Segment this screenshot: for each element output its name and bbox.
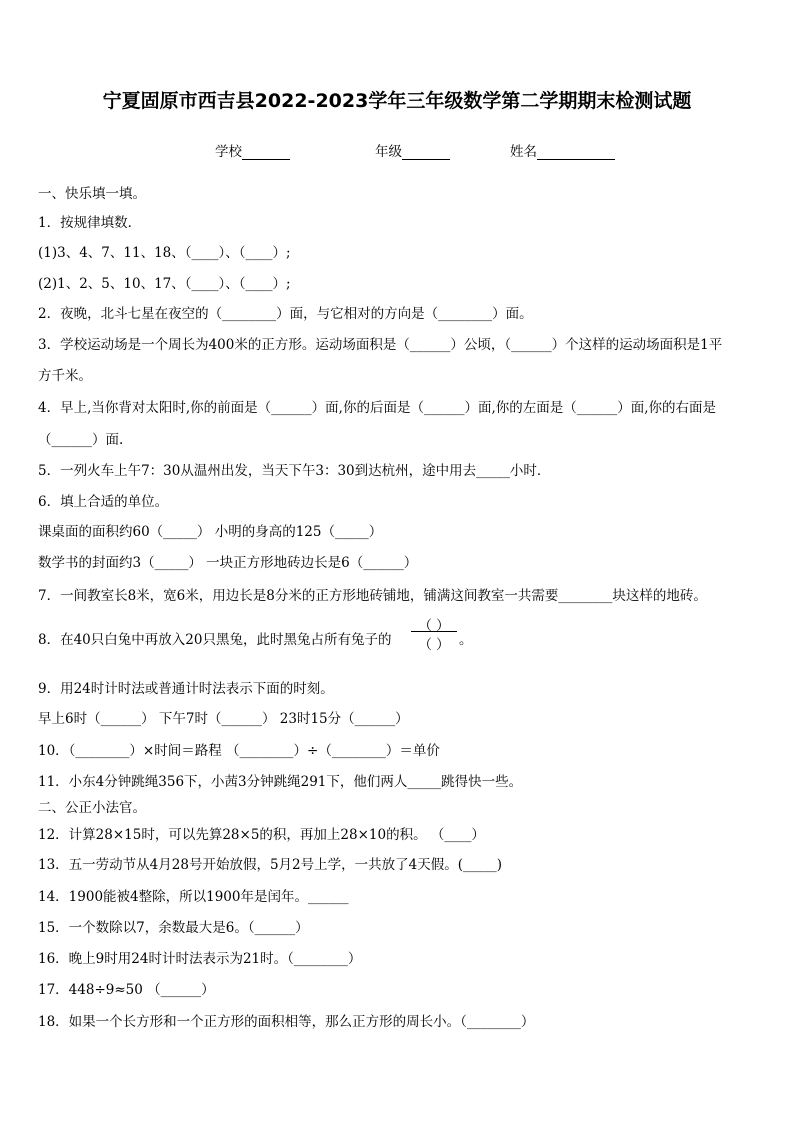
question-line: 13．五一劳动节从4月28号开始放假，5月2号上学，一共放了4天假。(_____) — [38, 857, 502, 873]
question-line: 10．（________）×时间＝路程 （________）÷（________）＝单价 — [38, 743, 440, 759]
question-line: 4．早上,当你背对太阳时,你的前面是（______）面,你的后面是（______）面,你的左面是（______）面,你的右面是 — [38, 400, 717, 416]
section-heading: 二、公正小法官。 — [38, 800, 146, 816]
question-line: 12．计算28×15时，可以先算28×5的积，再加上28×10的积。 （____） — [38, 827, 485, 843]
fraction-period: 。 — [459, 632, 473, 648]
question-line: (2)1、2、5、10、17、（____）、（____）; — [38, 276, 291, 292]
fraction-blank — [411, 614, 457, 653]
question-line: 6．填上合适的单位。 — [38, 494, 169, 510]
fraction-numerator: （ ） — [418, 618, 450, 634]
question-line: 7．一间教室长8米，宽6米，用边长是8分米的正方形地砖铺地，铺满这间教室一共需要________块这样的地砖。 — [38, 588, 707, 604]
question-line: 16．晚上9时用24时计时法表示为21时。（________） — [38, 951, 362, 967]
name-blank — [537, 145, 615, 160]
grade-field — [375, 140, 450, 160]
question-line: (1)3、4、7、11、18、（____）、（____）; — [38, 245, 291, 261]
question-line: 2．夜晚，北斗七星在夜空的（________）面，与它相对的方向是（________）面。 — [38, 306, 533, 322]
question-line: 1．按规律填数． — [38, 215, 142, 231]
question-line: 17．448÷9≈50 （______） — [38, 982, 215, 998]
question-line: （______）面. — [38, 432, 124, 448]
question-line: 5．一列火车上午7：30从温州出发，当天下午3：30到达杭州，途中用去_____小时． — [38, 463, 551, 479]
question-line: 3．学校运动场是一个周长为400米的正方形。运动场面积是（______）公顷，（______）个这样的运动场面积是1平 — [38, 337, 723, 353]
school-blank — [242, 145, 290, 160]
fraction-denominator: （ ） — [418, 637, 450, 653]
grade-label: 年级 — [375, 144, 402, 160]
name-field — [510, 140, 615, 160]
question-line: 9．用24时计时法或普通计时法表示下面的时刻。 — [38, 681, 334, 697]
school-field — [215, 140, 290, 160]
page-title: 宁夏固原市西吉县2022-2023学年三年级数学第二学期期末检测试题 — [102, 90, 692, 112]
question-line: 18．如果一个长方形和一个正方形的面积相等，那么正方形的周长小。（________） — [38, 1014, 535, 1030]
section-heading: 一、快乐填一填。 — [38, 186, 146, 202]
grade-blank — [402, 145, 450, 160]
question-line: 数学书的封面约3（_____） 一块正方形地砖边长是6（______） — [38, 555, 418, 571]
question-line: 15．一个数除以7，余数最大是6。（______） — [38, 920, 309, 936]
question-line: 11．小东4分钟跳绳356下，小茜3分钟跳绳291下，他们两人_____跳得快一些。 — [38, 774, 523, 790]
question-line: 早上6时（______） 下午7时（______） 23时15分（______） — [38, 711, 409, 727]
question-line: 8．在40只白兔中再放入20只黑兔，此时黑兔占所有兔子的 — [38, 632, 392, 648]
question-line: 14．1900能被4整除，所以1900年是闰年。______ — [38, 889, 349, 905]
name-label: 姓名 — [510, 144, 537, 160]
school-label: 学校 — [215, 144, 242, 160]
question-line: 课桌面的面积约60（_____） 小明的身高的125（_____） — [38, 524, 383, 540]
question-line: 方千米。 — [38, 368, 92, 384]
